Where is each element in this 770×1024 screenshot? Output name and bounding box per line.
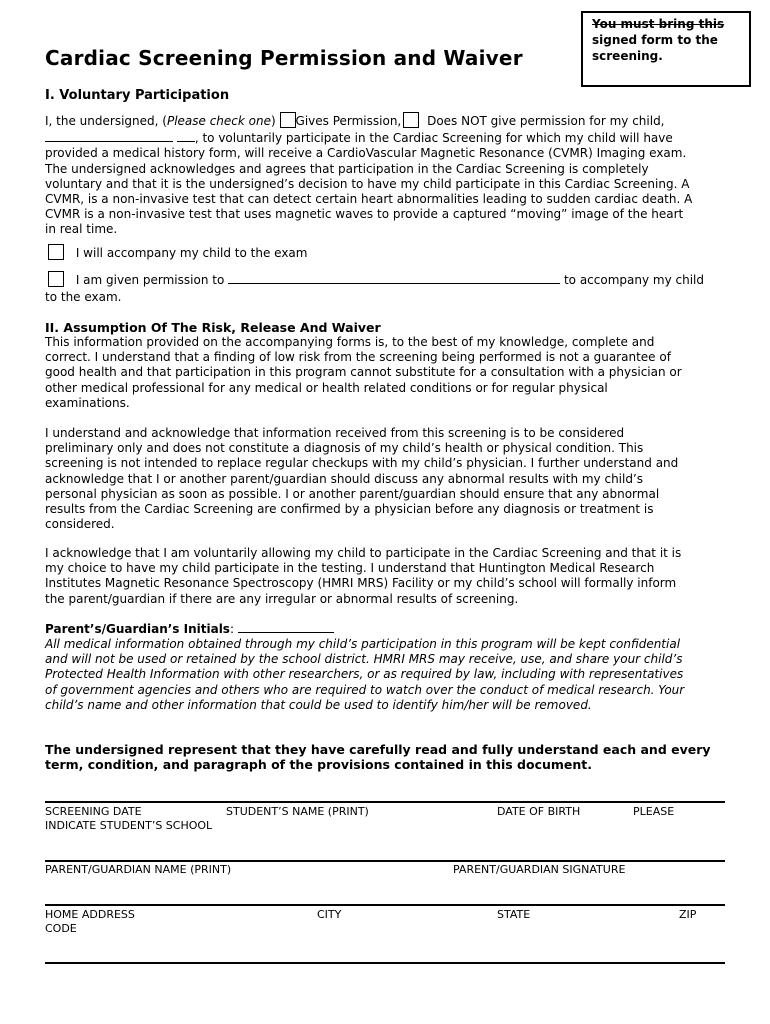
statement-line: The undersigned represent that they have carefully read and fully understand each and every xyxy=(45,742,711,757)
child-name-line xyxy=(45,130,735,146)
section-1-line: provided a medical history form, will receive a CardioVascular Magnetic Resonance (CVMR) Imaging exam. xyxy=(45,146,687,161)
no-permission-label: Does NOT give permission for my child, xyxy=(427,114,665,128)
paragraph-line: examinations. xyxy=(45,395,130,410)
paragraph-line: my choice to have my child participate in the testing. I understand that Huntington Medical Research xyxy=(45,561,655,576)
state-label: STATE xyxy=(497,908,531,921)
accompany-other-label-b: to accompany my child xyxy=(563,273,704,287)
section-1-line: voluntary and that it is the undersigned’s decision to have my child participate in this Cardiac Screening. A xyxy=(45,176,690,191)
confidentiality-line: Protected Health Information with other researchers, or as required by law, including with representatives xyxy=(45,667,684,682)
date-of-birth-label: DATE OF BIRTH xyxy=(497,805,581,818)
paragraph-line: preliminary only and does not constitute a diagnosis of my child’s health or physical condition. This xyxy=(45,441,644,456)
paragraph-line: screening is not intended to replace regular checkups with my child’s physician. I further understand and xyxy=(45,456,679,471)
student-name-label: STUDENT’S NAME (PRINT) xyxy=(226,805,369,818)
initials-field[interactable] xyxy=(238,621,334,633)
paragraph-line: considered. xyxy=(45,517,115,532)
paragraph-line: results from the Cardiac Screening are confirmed by a physician before any diagnosis or treatment is xyxy=(45,502,654,517)
city-label: CITY xyxy=(317,908,342,921)
section-2-heading: II. Assumption Of The Risk, Release And Waiver xyxy=(45,320,381,335)
child-name-field-tail[interactable] xyxy=(177,130,195,142)
signature-line-2[interactable] xyxy=(45,860,725,862)
section-2-paragraph-3 xyxy=(45,546,735,607)
gives-permission-label: Gives Permission, xyxy=(295,114,402,128)
zip-label: ZIP xyxy=(679,908,697,921)
notice-line-2: signed form to the xyxy=(592,33,718,47)
confidentiality-line: and will not be used or retained by the school district. HMRI MRS may receive, use, and share your child’s xyxy=(45,652,683,667)
acknowledgement-statement xyxy=(45,742,735,772)
accompany-person-field[interactable] xyxy=(228,272,560,284)
accompany-self-checkbox[interactable] xyxy=(48,244,64,260)
statement-line: term, condition, and paragraph of the provisions contained in this document. xyxy=(45,757,593,773)
accompany-self-label: I will accompany my child to the exam xyxy=(75,246,308,260)
confidentiality-line: child’s name and other information that could be used to identify him/her will be removed. xyxy=(45,697,592,712)
intro-italic: Please check one xyxy=(166,114,271,128)
notice-line-3: screening. xyxy=(592,49,663,63)
guardian-signature-label: PARENT/GUARDIAN SIGNATURE xyxy=(453,863,626,876)
accompany-self-row xyxy=(45,244,735,261)
section-2-paragraph-2 xyxy=(45,426,735,532)
paragraph-line: I understand and acknowledge that information received from this screening is to be considered xyxy=(45,426,625,440)
confidentiality-line: of government agencies and others who are required to watch over the conduct of medical research. Your xyxy=(45,682,685,697)
section-1-line: CVMR, is a non-invasive test that can detect certain heart abnormalities leading to sudden cardiac death. A xyxy=(45,192,693,207)
child-name-field[interactable] xyxy=(45,130,173,142)
intro-text-b: ) xyxy=(271,114,276,128)
screening-date-label: SCREENING DATE xyxy=(45,805,142,818)
gives-permission-checkbox[interactable] xyxy=(280,112,296,128)
notice-line-1: You must bring this xyxy=(592,17,725,31)
paragraph-line: Institutes Magnetic Resonance Spectroscopy (HMRI MRS) Facility or my child’s school will formally inform xyxy=(45,576,677,591)
paragraph-line: other medical professional for any medical or health related conditions or for regular physical xyxy=(45,380,608,395)
paragraph-line: correct. I understand that a finding of low risk from the screening being performed is not a guarantee of xyxy=(45,350,671,365)
please-label: PLEASE xyxy=(633,805,675,818)
signature-line-4[interactable] xyxy=(45,962,725,964)
accompany-other-row xyxy=(45,271,735,305)
student-school-label: INDICATE STUDENT’S SCHOOL xyxy=(45,819,213,832)
confidentiality-line: All medical information obtained through my child’s participation in this program will be kept confidential xyxy=(45,637,681,651)
no-permission-checkbox[interactable] xyxy=(403,112,419,128)
section-1-line: The undersigned acknowledges and agrees that participation in the Cardiac Screening is completely xyxy=(45,161,649,176)
bring-form-notice xyxy=(581,11,751,87)
home-address-label: HOME ADDRESS xyxy=(45,908,135,921)
child-name-line-text: , to voluntarily participate in the Cardiac Screening for which my child will have xyxy=(194,131,673,146)
paragraph-line: acknowledge that I or another parent/guardian should discuss any abnormal results with my child’s xyxy=(45,471,644,486)
section-1-body xyxy=(45,112,735,238)
signature-line-3[interactable] xyxy=(45,904,725,906)
page-title: Cardiac Screening Permission and Waiver xyxy=(45,46,523,70)
paragraph-line: This information provided on the accompanying forms is, to the best of my knowledge, complete and xyxy=(45,335,655,349)
section-1-heading: I. Voluntary Participation xyxy=(45,88,230,103)
accompany-other-label-c: to the exam. xyxy=(45,290,122,305)
paragraph-line: good health and that participation in this program cannot substitute for a consultation with a physician or xyxy=(45,365,682,380)
intro-text-a: I, the undersigned, ( xyxy=(45,114,167,128)
section-2-paragraph-1 xyxy=(45,335,735,411)
paragraph-line: I acknowledge that I am voluntarily allowing my child to participate in the Cardiac Screening and that it is xyxy=(45,546,682,560)
section-1-line: in real time. xyxy=(45,222,118,237)
confidentiality-notice xyxy=(45,637,735,713)
intro-line xyxy=(45,112,735,129)
guardian-name-label: PARENT/GUARDIAN NAME (PRINT) xyxy=(45,863,232,876)
accompany-other-label-a: I am given permission to xyxy=(75,273,225,287)
paragraph-line: personal physician as soon as possible. I or another parent/guardian should ensure that any abnormal xyxy=(45,486,660,501)
accompany-other-checkbox[interactable] xyxy=(48,271,64,287)
zip-code-label: CODE xyxy=(45,922,77,935)
section-1-line: CVMR is a non-invasive test that uses magnetic waves to provide a captured “moving” image of the heart xyxy=(45,207,684,222)
initials-row xyxy=(45,621,735,637)
initials-colon: : xyxy=(229,622,234,636)
paragraph-line: the parent/guardian if there are any irregular or abnormal results of screening. xyxy=(45,591,519,606)
initials-label: Parent’s/Guardian’s Initials xyxy=(45,622,230,636)
signature-line-1[interactable] xyxy=(45,801,725,803)
